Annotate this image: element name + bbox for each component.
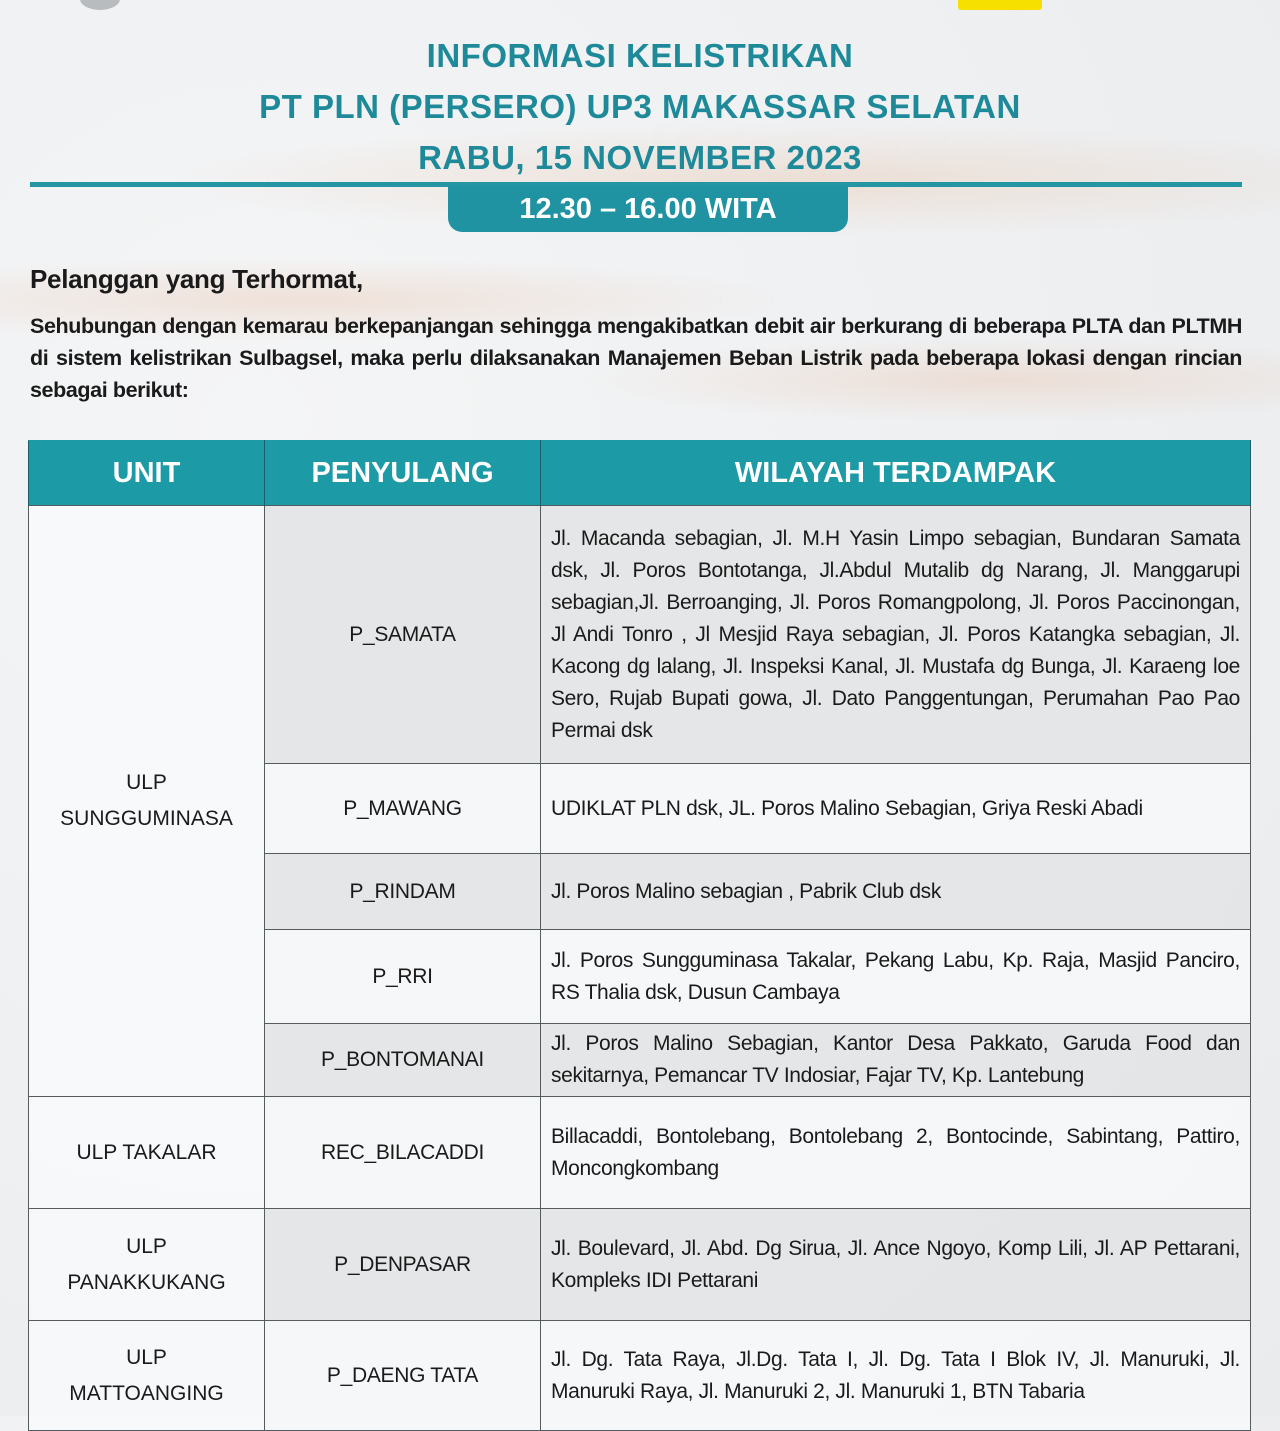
feeder-cell: REC_BILACADDI [265, 1097, 541, 1209]
affected-area-cell: Billacaddi, Bontolebang, Bontolebang 2, Bontocinde, Sabintang, Pattiro, Moncongkombang [541, 1097, 1251, 1209]
unit-label: ULP [126, 1345, 167, 1369]
table-row [29, 1321, 1251, 1431]
column-header-affected-area: WILAYAH TERDAMPAK [541, 441, 1251, 506]
table-row [29, 1209, 1251, 1321]
greeting: Pelanggan yang Terhormat, [30, 264, 363, 294]
unit-cell [29, 1321, 265, 1431]
feeder-cell: P_SAMATA [265, 506, 541, 764]
feeder-cell: P_BONTOMANAI [265, 1024, 541, 1097]
decorative-circle [80, 0, 120, 10]
unit-label: ULP TAKALAR [76, 1140, 217, 1164]
affected-area-cell: Jl. Poros Malino sebagian , Pabrik Club dsk [541, 854, 1251, 930]
unit-cell [29, 1097, 265, 1209]
feeder-cell: P_MAWANG [265, 764, 541, 854]
unit-cell [29, 506, 265, 1097]
unit-label: ULP [126, 1234, 167, 1258]
unit-label: SUNGGUMINASA [60, 807, 233, 830]
affected-area-cell: Jl. Dg. Tata Raya, Jl.Dg. Tata I, Jl. Dg. Tata I Blok IV, Jl. Manuruki, Jl. Manuruki Raya, Jl. Manuruki 2, Jl. Manuruki 1, BTN Tabaria [541, 1321, 1251, 1431]
unit-label: ULP [126, 771, 167, 794]
unit-label: PANAKKUKANG [67, 1270, 226, 1294]
affected-area-cell: UDIKLAT PLN dsk, JL. Poros Malino Sebagian, Griya Reski Abadi [541, 764, 1251, 854]
time-range-badge: 12.30 – 16.00 WITA [448, 186, 848, 232]
affected-area-cell: Jl. Boulevard, Jl. Abd. Dg Sirua, Jl. Ance Ngoyo, Komp Lili, Jl. AP Pettarani, Kompleks IDI Pettarani [541, 1209, 1251, 1321]
table-row [29, 1097, 1251, 1209]
feeder-cell: P_RINDAM [265, 854, 541, 930]
announcement-header [0, 30, 1280, 183]
table-header-row [29, 441, 1251, 506]
affected-area-cell: Jl. Poros Sungguminasa Takalar, Pekang Labu, Kp. Raja, Masjid Panciro, RS Thalia dsk, Dusun Cambaya [541, 930, 1251, 1024]
table-row [29, 506, 1251, 764]
decorative-yellow-tab [958, 0, 1042, 10]
unit-label: MATTOANGING [69, 1381, 224, 1405]
unit-cell [29, 1209, 265, 1321]
title-line-1: INFORMASI KELISTRIKAN [426, 37, 854, 74]
column-header-unit: UNIT [29, 441, 265, 506]
feeder-cell: P_DAENG TATA [265, 1321, 541, 1431]
affected-area-cell: Jl. Poros Malino Sebagian, Kantor Desa Pakkato, Garuda Food dan sekitarnya, Pemancar TV Indosiar, Fajar TV, Kp. Lantebung [541, 1024, 1251, 1097]
feeder-cell: P_DENPASAR [265, 1209, 541, 1321]
feeder-cell: P_RRI [265, 930, 541, 1024]
outage-table [28, 440, 1251, 1431]
column-header-feeder: PENYULANG [265, 441, 541, 506]
intro-paragraph: Sehubungan dengan kemarau berkepanjangan sehingga mengakibatkan debit air berkurang di beberapa PLTA dan PLTMH di sistem kelistrikan Sulbagsel, maka perlu dilaksanakan Manajemen Beban Listrik pada beberapa lokasi dengan rincian sebagai berikut: [30, 314, 1242, 402]
title-date: RABU, 15 NOVEMBER 2023 [418, 139, 862, 176]
affected-area-cell: Jl. Macanda sebagian, Jl. M.H Yasin Limpo sebagian, Bundaran Samata dsk, Jl. Poros Bontotanga, Jl.Abdul Mutalib dg Narang, Jl. Manggarupi sebagian,Jl. Berroanging, Jl. Poros Romangpolong, Jl. Poros Paccinongan, Jl Andi Tonro , Jl Mesjid Raya sebagian, Jl. Poros Katangka sebagian, Jl. Kacong dg lalang, Jl. Inspeksi Kanal, Jl. Mustafa dg Bunga, Jl. Karaeng loe Sero, Rujab Bupati gowa, Jl. Dato Panggentungan, Perumahan Pao Pao Permai dsk [541, 506, 1251, 764]
title-line-2: PT PLN (PERSERO) UP3 MAKASSAR SELATAN [259, 88, 1021, 125]
